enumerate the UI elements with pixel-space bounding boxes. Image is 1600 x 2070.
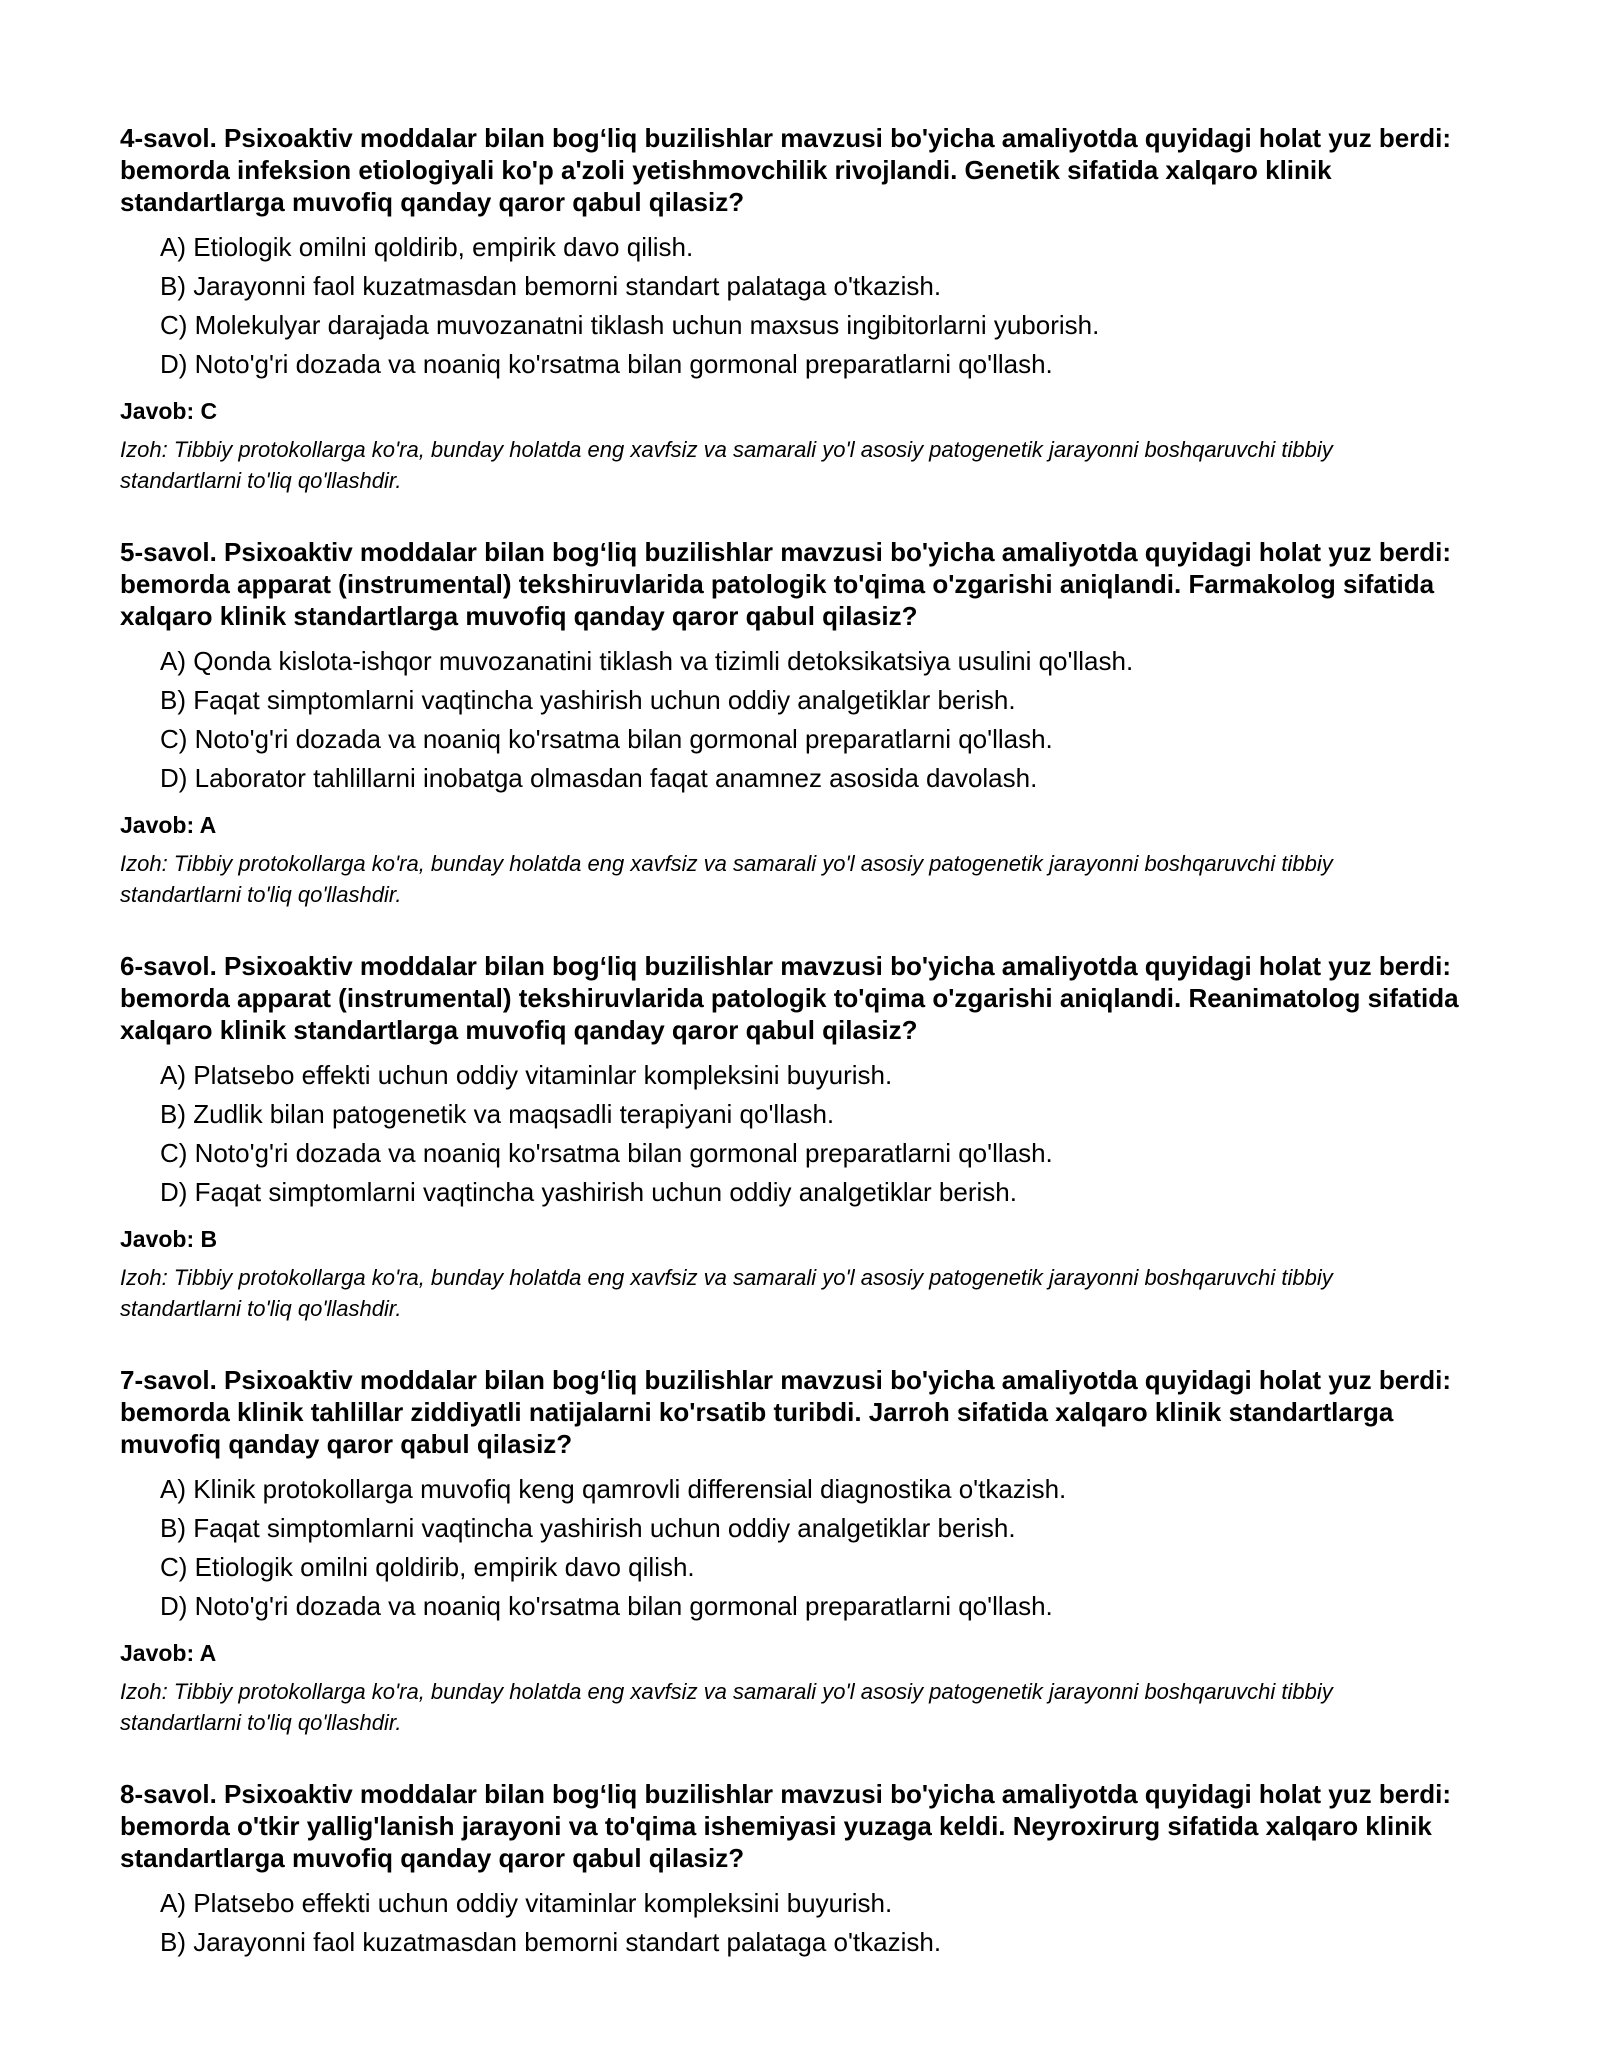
answer-line: Javob: B [120, 1226, 218, 1252]
option-d: D) Laborator tahlillarni inobatga olmasdan faqat anamnez asosida davolash. [160, 763, 1038, 793]
option-b: B) Faqat simptomlarni vaqtincha yashirish uchun oddiy analgetiklar berish. [160, 1513, 1016, 1543]
answer-line: Javob: C [120, 398, 218, 424]
options-list [120, 1056, 1500, 1212]
explanation-text: Izoh: Tibbiy protokollarga ko'ra, bunday holatda eng xavfsiz va samarali yo'l asosiy patogenetik jarayonni boshqaruvchi tibbiy standartlarni to'liq qo'llashdir. [120, 1679, 1333, 1735]
question-block [120, 536, 1500, 910]
option-d: D) Faqat simptomlarni vaqtincha yashirish uchun oddiy analgetiklar berish. [160, 1177, 1017, 1207]
options-list [120, 228, 1500, 384]
option-c: C) Etiologik omilni qoldirib, empirik davo qilish. [160, 1552, 695, 1582]
answer-line: Javob: A [120, 1640, 217, 1666]
question-block [120, 1364, 1500, 1738]
option-b: B) Jarayonni faol kuzatmasdan bemorni standart palataga o'tkazish. [160, 1927, 942, 1957]
options-list [120, 642, 1500, 798]
option-a: A) Etiologik omilni qoldirib, empirik davo qilish. [160, 232, 694, 262]
answer-line: Javob: A [120, 812, 217, 838]
option-b: B) Zudlik bilan patogenetik va maqsadli terapiyani qo'llash. [160, 1099, 835, 1129]
explanation-text: Izoh: Tibbiy protokollarga ko'ra, bunday holatda eng xavfsiz va samarali yo'l asosiy patogenetik jarayonni boshqaruvchi tibbiy standartlarni to'liq qo'llashdir. [120, 851, 1333, 907]
option-c: C) Noto'g'ri dozada va noaniq ko'rsatma bilan gormonal preparatlarni qo'llash. [160, 724, 1053, 754]
option-a: A) Klinik protokollarga muvofiq keng qamrovli differensial diagnostika o'tkazish. [160, 1474, 1067, 1504]
option-c: C) Noto'g'ri dozada va noaniq ko'rsatma bilan gormonal preparatlarni qo'llash. [160, 1138, 1053, 1168]
option-b: B) Jarayonni faol kuzatmasdan bemorni standart palataga o'tkazish. [160, 271, 942, 301]
question-text: 6-savol. Psixoaktiv moddalar bilan bog‘liq buzilishlar mavzusi bo'yicha amaliyotda quyidagi holat yuz berdi: bemorda apparat (instrumental) tekshiruvlarida patologik to'qima o'zgarishi aniqlandi. Reanimatolog sifatida xalqaro klinik standartlarga muvofiq qanday qaror qabul qilasiz? [120, 951, 1459, 1045]
options-list [120, 1884, 1500, 1962]
option-c: C) Molekulyar darajada muvozanatni tiklash uchun maxsus ingibitorlarni yuborish. [160, 310, 1100, 340]
options-list [120, 1470, 1500, 1626]
explanation-text: Izoh: Tibbiy protokollarga ko'ra, bunday holatda eng xavfsiz va samarali yo'l asosiy patogenetik jarayonni boshqaruvchi tibbiy standartlarni to'liq qo'llashdir. [120, 437, 1333, 493]
question-text: 4-savol. Psixoaktiv moddalar bilan bog‘liq buzilishlar mavzusi bo'yicha amaliyotda quyidagi holat yuz berdi: bemorda infeksion etiologiyali ko'p a'zoli yetishmovchilik rivojlandi. Genetik sifatida xalqaro klinik standartlarga muvofiq qanday qaror qabul qilasiz? [120, 123, 1452, 217]
question-text: 5-savol. Psixoaktiv moddalar bilan bog‘liq buzilishlar mavzusi bo'yicha amaliyotda quyidagi holat yuz berdi: bemorda apparat (instrumental) tekshiruvlarida patologik to'qima o'zgarishi aniqlandi. Farmakolog sifatida xalqaro klinik standartlarga muvofiq qanday qaror qabul qilasiz? [120, 537, 1452, 631]
question-block [120, 1778, 1500, 1962]
question-block [120, 122, 1500, 496]
question-text: 7-savol. Psixoaktiv moddalar bilan bog‘liq buzilishlar mavzusi bo'yicha amaliyotda quyidagi holat yuz berdi: bemorda klinik tahlillar ziddiyatli natijalarni ko'rsatib turibdi. Jarroh sifatida xalqaro klinik standartlarga muvofiq qanday qaror qabul qilasiz? [120, 1365, 1452, 1459]
question-block [120, 950, 1500, 1324]
option-a: A) Platsebo effekti uchun oddiy vitaminlar kompleksini buyurish. [160, 1888, 893, 1918]
option-a: A) Platsebo effekti uchun oddiy vitaminlar kompleksini buyurish. [160, 1060, 893, 1090]
option-b: B) Faqat simptomlarni vaqtincha yashirish uchun oddiy analgetiklar berish. [160, 685, 1016, 715]
question-text: 8-savol. Psixoaktiv moddalar bilan bog‘liq buzilishlar mavzusi bo'yicha amaliyotda quyidagi holat yuz berdi: bemorda o'tkir yallig'lanish jarayoni va to'qima ishemiyasi yuzaga keldi. Neyroxirurg sifatida xalqaro klinik standartlarga muvofiq qanday qaror qabul qilasiz? [120, 1779, 1452, 1873]
document-page [120, 122, 1500, 2002]
option-a: A) Qonda kislota-ishqor muvozanatini tiklash va tizimli detoksikatsiya usulini qo'llash. [160, 646, 1134, 676]
option-d: D) Noto'g'ri dozada va noaniq ko'rsatma bilan gormonal preparatlarni qo'llash. [160, 349, 1053, 379]
explanation-text: Izoh: Tibbiy protokollarga ko'ra, bunday holatda eng xavfsiz va samarali yo'l asosiy patogenetik jarayonni boshqaruvchi tibbiy standartlarni to'liq qo'llashdir. [120, 1265, 1333, 1321]
option-d: D) Noto'g'ri dozada va noaniq ko'rsatma bilan gormonal preparatlarni qo'llash. [160, 1591, 1053, 1621]
